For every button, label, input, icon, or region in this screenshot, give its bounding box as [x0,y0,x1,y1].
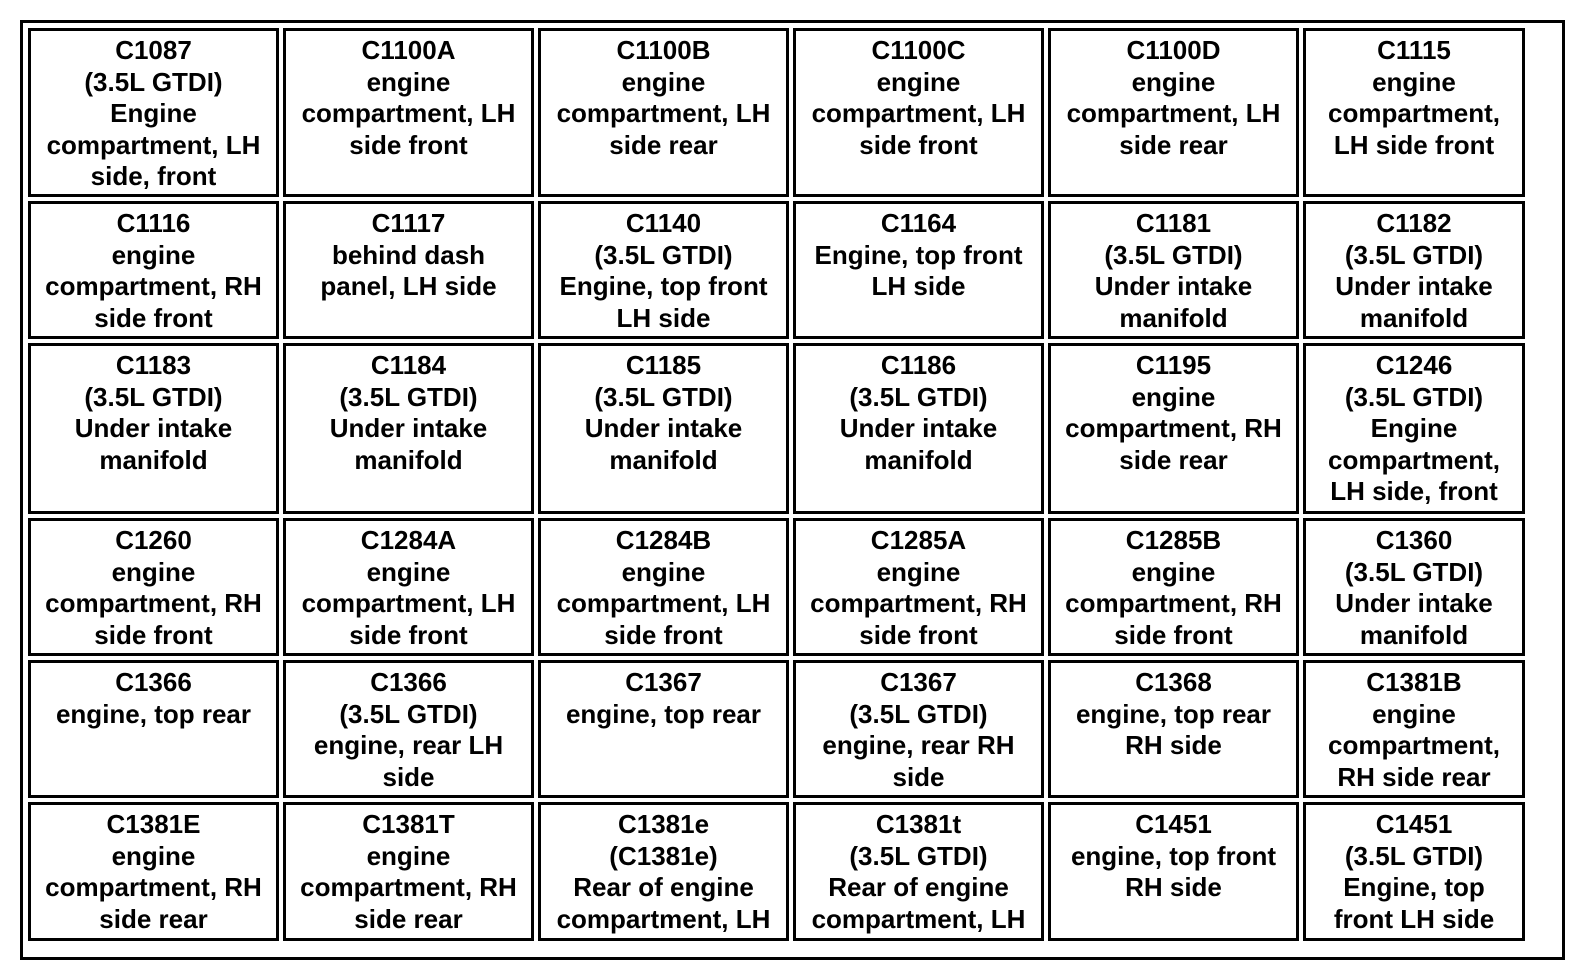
connector-location-text: Under intake [74,413,233,443]
connector-id: C1100A [361,35,456,65]
connector-location-text: manifold [1119,302,1228,333]
connector-location-text: engine [876,66,961,97]
connector-location-text: engine, rear LH [313,730,504,760]
connector-location-text: engine, top rear [55,698,252,729]
connector-location-text: Under intake [329,413,488,443]
connector-location-text: engine [111,556,196,587]
connector-id: C1181 [1135,208,1212,238]
connector-location-text: side [892,761,945,792]
connector-location-text: (3.5L GTDI) [594,381,733,412]
connector-location-text: Under intake [1335,271,1493,301]
table-cell [538,28,789,197]
connector-location-text: RH side [1125,872,1222,902]
connector-location-text: (3.5L GTDI) [1344,381,1484,412]
connector-location-text: (3.5L GTDI) [84,381,223,412]
connector-location-text: LH side front [1333,129,1495,160]
connector-id: C1285B [1125,525,1222,555]
table-cell [283,802,534,941]
table-cell [538,518,789,656]
connector-location-text: side rear [609,129,718,160]
connector-location-text: compartment, RH [810,588,1027,618]
connector-location-text: Under intake [584,413,743,443]
connector-id: C1367 [880,667,957,697]
connector-location-text: compartment, [1328,98,1500,128]
connector-id: C1117 [371,208,446,238]
connector-location-text: (3.5L GTDI) [1344,239,1484,270]
connector-location-text: side rear [1119,129,1228,160]
connector-id: C1451 [1135,809,1212,839]
connector-location-text: LH side, front [1330,476,1498,506]
connector-location-text: side front [349,619,468,650]
table-cell [283,201,534,339]
connector-location-text: Under intake [1094,271,1253,301]
table-cell [28,343,279,514]
connector-location-text: (3.5L GTDI) [594,239,733,270]
table-cell [538,802,789,941]
table-cell [1048,343,1299,514]
table-cell [1303,802,1525,941]
connector-location-text: LH side [616,302,711,333]
connector-location-text: (3.5L GTDI) [339,698,478,729]
table-cell [1303,518,1525,656]
table-cell [793,660,1044,798]
table-cell [28,802,279,941]
connector-location-text: side front [859,619,978,650]
table-cell [1048,802,1299,941]
connector-location-text: manifold [864,444,973,475]
connector-id: C1285A [870,525,967,555]
connector-location-text: (3.5L GTDI) [1344,556,1484,587]
connector-id: C1368 [1135,667,1212,697]
connector-location-text: compartment, [1328,444,1500,475]
connector-location-text: compartment, LH [556,98,771,128]
table-cell [538,343,789,514]
connector-location-text: engine [1372,66,1456,97]
table-cell [283,660,534,798]
table-cell [1303,343,1525,514]
connector-location-text: RH side [1125,730,1222,760]
connector-location-text: compartment, LH [1066,98,1281,128]
connector-location-text: front LH side [1333,903,1495,934]
connector-location-text: Under intake [1335,588,1493,618]
connector-location-text: engine [1372,698,1456,729]
connector-id: C1381T [362,809,455,839]
connector-table-frame [20,20,1565,960]
connector-id: C1360 [1375,525,1453,555]
connector-location-text: engine, rear RH [822,730,1015,760]
table-cell [28,660,279,798]
connector-id: C1367 [625,667,702,697]
connector-location-text: Engine, top [1343,872,1485,902]
connector-location-text: (3.5L GTDI) [1344,840,1484,871]
connector-id: C1366 [115,667,192,697]
connector-location-table [26,26,1559,954]
table-cell [28,201,279,339]
connector-id: C1184 [370,350,447,380]
connector-id: C1164 [880,208,957,238]
table-cell [1048,660,1299,798]
connector-location-text: engine, top rear [1075,698,1272,729]
connector-location-text: side front [1114,619,1233,650]
connector-location-text: compartment, LH [301,98,516,128]
connector-id: C1381e [617,809,710,839]
connector-location-text: side rear [1119,444,1228,475]
connector-id: C1246 [1375,350,1453,380]
connector-location-text: Rear of engine [828,872,1009,902]
connector-id: C1381t [875,809,962,839]
connector-id: C1366 [370,667,447,697]
connector-id: C1260 [115,525,192,555]
connector-location-text: side front [94,302,213,333]
connector-location-text: manifold [1359,619,1469,650]
connector-location-text: side front [349,129,468,160]
connector-location-text: compartment, RH [45,872,262,902]
table-cell [793,518,1044,656]
connector-location-text: panel, LH side [320,271,497,301]
connector-id: C1115 [1377,35,1451,65]
connector-id: C1195 [1135,350,1212,380]
connector-location-text: engine, top front [1070,840,1277,871]
connector-location-text: engine [621,556,706,587]
connector-location-text: (3.5L GTDI) [339,381,478,412]
connector-location-text: side, front [90,161,217,191]
connector-location-text: RH side rear [1337,761,1491,792]
table-cell [283,28,534,197]
connector-id: C1381E [106,809,201,839]
connector-id: C1186 [880,350,957,380]
connector-id: C1182 [1376,208,1452,238]
connector-id: C1451 [1375,809,1453,839]
connector-location-text: engine [876,556,961,587]
table-cell [793,802,1044,941]
connector-location-text: engine [1131,381,1216,412]
table-cell [1303,201,1525,339]
connector-location-text: Under intake [839,413,998,443]
connector-location-text: (3.5L GTDI) [1104,239,1243,270]
connector-location-text: Engine [1370,413,1458,443]
connector-id: C1087 [115,35,192,65]
connector-location-text: compartment, LH [811,98,1026,128]
table-cell [793,201,1044,339]
connector-location-text: Engine, top front [559,271,768,301]
connector-location-text: compartment, LH [556,588,771,618]
connector-location-text: side rear [99,903,208,934]
connector-location-text: engine [1131,556,1216,587]
connector-location-text: (3.5L GTDI) [849,840,988,871]
connector-location-text: (C1381e) [609,840,718,871]
connector-id: C1183 [115,350,192,380]
connector-location-text: compartment, LH [46,129,261,160]
connector-id: C1140 [625,208,702,238]
connector-location-text: compartment, RH [45,588,262,618]
connector-location-text: compartment, RH [300,872,517,902]
connector-location-text: side rear [354,903,463,934]
connector-id: C1185 [625,350,702,380]
table-cell [28,28,279,197]
connector-location-text: compartment, RH [1065,588,1282,618]
connector-location-text: manifold [99,444,208,475]
table-cell [1048,28,1299,197]
connector-location-text: LH side [871,271,966,301]
table-cell [283,343,534,514]
connector-location-text: (3.5L GTDI) [849,698,988,729]
connector-id: C1116 [116,208,191,238]
connector-location-text: Rear of engine [573,872,754,902]
connector-id: C1100B [616,35,711,65]
connector-location-text: engine [366,556,451,587]
connector-location-text: side front [604,619,723,650]
connector-location-text: behind dash [331,239,486,270]
connector-location-text: compartment, LH [811,903,1026,934]
table-cell [538,660,789,798]
connector-location-text: side [382,761,435,792]
connector-location-text: compartment, LH [556,903,771,934]
connector-location-text: manifold [609,444,718,475]
connector-id: C1100D [1126,35,1221,65]
table-cell [283,518,534,656]
table-cell [1048,518,1299,656]
connector-id: C1284B [615,525,712,555]
connector-location-text: manifold [1359,302,1469,333]
connector-location-text: engine [366,66,451,97]
table-cell [1303,660,1525,798]
connector-location-text: compartment, RH [1065,413,1282,443]
connector-location-text: manifold [354,444,463,475]
table-cell [28,518,279,656]
table-cell [793,343,1044,514]
connector-location-text: Engine [110,98,197,128]
table-cell [1048,201,1299,339]
connector-location-text: engine [366,840,451,871]
connector-location-text: (3.5L GTDI) [84,66,223,97]
connector-location-text: Engine, top front [814,239,1023,270]
connector-location-text: compartment, [1328,730,1500,760]
connector-location-text: compartment, LH [301,588,516,618]
connector-location-text: compartment, RH [45,271,262,301]
table-cell [1303,28,1525,197]
table-cell [793,28,1044,197]
connector-id: C1381B [1366,667,1462,697]
connector-location-text: engine, top rear [565,698,762,729]
connector-location-text: engine [111,840,196,871]
connector-id: C1100C [871,35,966,65]
connector-location-text: side front [94,619,213,650]
table-cell [538,201,789,339]
connector-location-text: (3.5L GTDI) [849,381,988,412]
connector-location-text: engine [621,66,706,97]
connector-location-text: side front [859,129,978,160]
connector-location-text: engine [1131,66,1216,97]
connector-id: C1284A [360,525,457,555]
connector-location-text: engine [111,239,196,270]
